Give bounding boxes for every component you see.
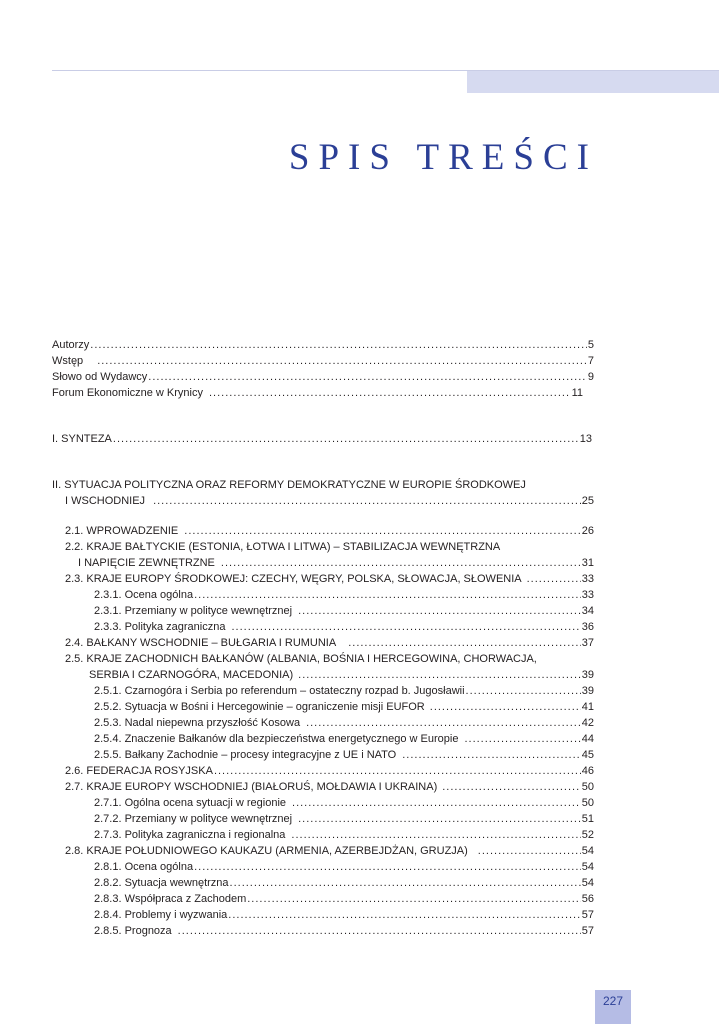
toc-leader-dots <box>298 811 581 827</box>
toc-entry-page: 25 <box>581 495 594 507</box>
toc-leader-dots <box>478 843 581 859</box>
toc-entry-2-8-5[interactable] <box>52 923 594 939</box>
toc-entry-part-2[interactable] <box>52 477 594 493</box>
toc-entry-label: 2.8. KRAJE POŁUDNIOWEGO KAUKAZU (ARMENIA, AZERBEJDŻAN, GRUZJA) <box>65 845 468 857</box>
toc-entry-label: 2.5.2. Sytuacja w Bośni i Hercegowinie – ograniczenie misji EUFOR <box>94 701 425 713</box>
spacer <box>52 447 594 477</box>
toc-entry-2-3-2[interactable] <box>52 603 594 619</box>
toc-entry-label: 2.5.4. Znaczenie Bałkanów dla bezpieczeństwa energetycznego w Europie <box>94 733 459 745</box>
toc-entry-2-6[interactable] <box>52 763 594 779</box>
toc-entry-label: 2.7.1. Ogólna ocena sytuacji w regionie <box>94 797 287 809</box>
toc-entry-page: 33 <box>581 589 594 601</box>
toc-entry-2-7-2[interactable] <box>52 811 594 827</box>
toc-entry-2-5-4[interactable] <box>52 731 594 747</box>
toc-entry-page: 51 <box>581 813 594 825</box>
toc-entry-2-7-1[interactable] <box>52 795 594 811</box>
toc-entry-authors[interactable] <box>52 337 594 353</box>
toc-leader-dots <box>148 369 587 385</box>
toc-entry-page: 33 <box>581 573 594 585</box>
toc-entry-2-5-5[interactable] <box>52 747 594 763</box>
toc-entry-page: 57 <box>581 925 594 937</box>
toc-entry-label: 2.3.1. Przemiany w polityce wewnętrznej <box>94 605 293 617</box>
toc-entry-page: 41 <box>581 701 594 713</box>
toc-entry-publisher-word[interactable] <box>52 369 594 385</box>
toc-entry-page: 54 <box>581 861 594 873</box>
toc-entry-introduction[interactable] <box>52 353 594 369</box>
toc-entry-label: 2.8.5. Prognoza <box>94 925 172 937</box>
toc-entry-label: SERBIA I CZARNOGÓRA, MACEDONIA) <box>89 669 294 681</box>
toc-entry-page: 54 <box>581 877 594 889</box>
toc-leader-dots <box>247 891 581 907</box>
toc-leader-dots <box>221 555 581 571</box>
toc-entry-2-2[interactable] <box>52 539 594 555</box>
toc-entry-label: 2.7.2. Przemiany w polityce wewnętrznej <box>94 813 293 825</box>
toc-leader-dots <box>466 683 581 699</box>
toc-entry-page: 7 <box>587 355 594 367</box>
toc-entry-label: I NAPIĘCIE ZEWNĘTRZNE <box>78 557 215 569</box>
spacer <box>52 401 594 431</box>
toc-entry-page: 36 <box>581 621 594 633</box>
toc-entry-2-5-1[interactable] <box>52 683 594 699</box>
toc-entry-page: 13 <box>579 433 592 445</box>
toc-entry-2-3-3[interactable] <box>52 619 594 635</box>
toc-leader-dots <box>306 715 581 731</box>
toc-leader-dots <box>194 587 581 603</box>
toc-entry-label: 2.8.1. Ocena ogólna <box>94 861 194 873</box>
toc-entry-page: 11 <box>571 387 583 399</box>
toc-entry-page: 56 <box>581 893 594 905</box>
toc-leader-dots <box>464 731 580 747</box>
page-title: SPIS TREŚCI <box>288 137 598 178</box>
toc-entry-2-5[interactable] <box>52 651 594 667</box>
toc-leader-dots <box>527 571 581 587</box>
toc-entry-2-7-3[interactable] <box>52 827 594 843</box>
toc-entry-label: 2.8.2. Sytuacja wewnętrzna <box>94 877 229 889</box>
toc-leader-dots <box>90 337 587 353</box>
toc-entry-label: 2.5. KRAJE ZACHODNICH BAŁKANÓW (ALBANIA, BOŚNIA I HERCEGOWINA, CHORWACJA, <box>65 653 537 665</box>
toc-entry-page: 45 <box>581 749 594 761</box>
toc-entry-page: 5 <box>587 339 594 351</box>
toc-entry-label: 2.8.4. Problemy i wyzwania <box>94 909 228 921</box>
toc-entry-label: Forum Ekonomiczne w Krynicy <box>52 387 203 399</box>
toc-entry-label: I WSCHODNIEJ <box>65 495 146 507</box>
toc-leader-dots <box>228 907 580 923</box>
toc-entry-page: 34 <box>581 605 594 617</box>
toc-entry-page: 50 <box>581 781 594 793</box>
toc-leader-dots <box>442 779 581 795</box>
toc-entry-label: 2.7.3. Polityka zagraniczna i regionalna <box>94 829 286 841</box>
toc-entry-page: 42 <box>581 717 594 729</box>
header-bar <box>467 71 719 93</box>
toc-entry-label: 2.4. BAŁKANY WSCHODNIE – BUŁGARIA I RUMUNIA <box>65 637 337 649</box>
toc-leader-dots <box>231 619 580 635</box>
toc-entry-2-4[interactable] <box>52 635 594 651</box>
toc-entry-label: I. SYNTEZA <box>52 433 112 445</box>
toc-entry-page: 46 <box>581 765 594 777</box>
toc-entry-2-3[interactable] <box>52 571 594 587</box>
toc-entry-2-5-cont[interactable] <box>52 667 594 683</box>
toc-leader-dots <box>402 747 581 763</box>
toc-entry-page: 39 <box>581 685 594 697</box>
toc-entry-2-5-2[interactable] <box>52 699 594 715</box>
toc-entry-page: 9 <box>587 371 594 383</box>
toc-entry-label: 2.7. KRAJE EUROPY WSCHODNIEJ (BIAŁORUŚ, MOŁDAWIA I UKRAINA) <box>65 781 438 793</box>
toc-entry-label: 2.6. FEDERACJA ROSYJSKA <box>65 765 213 777</box>
toc-leader-dots <box>298 667 581 683</box>
toc-entry-2-5-3[interactable] <box>52 715 594 731</box>
toc-leader-dots <box>292 795 581 811</box>
toc-entry-label: 2.5.3. Nadal niepewna przyszłość Kosowa <box>94 717 301 729</box>
toc-entry-part-1[interactable] <box>52 431 592 447</box>
toc-entry-page: 54 <box>581 845 594 857</box>
toc-entry-label: 2.5.1. Czarnogóra i Serbia po referendum – ostateczny rozpad b. Jugosławii <box>94 685 465 697</box>
toc-entry-part-2-cont[interactable] <box>52 493 594 509</box>
toc-entry-page: 37 <box>581 637 594 649</box>
toc-leader-dots <box>178 923 581 939</box>
spacer <box>52 509 594 523</box>
toc-entry-page: 39 <box>581 669 594 681</box>
toc-entry-economic-forum[interactable] <box>52 385 583 401</box>
toc-leader-dots <box>430 699 581 715</box>
toc-leader-dots <box>348 635 581 651</box>
toc-entry-label: 2.3.3. Polityka zagraniczna <box>94 621 226 633</box>
toc-entry-label: 2.8.3. Współpraca z Zachodem <box>94 893 247 905</box>
toc-entry-label: II. SYTUACJA POLITYCZNA ORAZ REFORMY DEMOKRATYCZNE W EUROPIE ŚRODKOWEJ <box>52 479 526 491</box>
toc-entry-2-7[interactable] <box>52 779 594 795</box>
toc-entry-label: Wstęp <box>52 355 84 367</box>
toc-leader-dots <box>153 493 581 509</box>
toc-leader-dots <box>291 827 580 843</box>
toc-entry-2-2-cont[interactable] <box>52 555 594 571</box>
toc-entry-2-3-1[interactable] <box>52 587 594 603</box>
toc-entry-2-8-4[interactable] <box>52 907 594 923</box>
toc-entry-page: 50 <box>581 797 594 809</box>
page-number-badge: 227 <box>595 990 631 1024</box>
toc-entry-label: 2.5.5. Bałkany Zachodnie – procesy integracyjne z UE i NATO <box>94 749 397 761</box>
toc-entry-label: 2.3.1. Ocena ogólna <box>94 589 194 601</box>
table-of-contents <box>52 337 594 939</box>
toc-leader-dots <box>230 875 581 891</box>
toc-leader-dots <box>214 763 581 779</box>
toc-entry-page: 52 <box>581 829 594 841</box>
toc-leader-dots <box>194 859 581 875</box>
toc-entry-label: 2.3. KRAJE EUROPY ŚRODKOWEJ: CZECHY, WĘGRY, POLSKA, SŁOWACJA, SŁOWENIA <box>65 573 522 585</box>
toc-entry-label: 2.2. KRAJE BAŁTYCKIE (ESTONIA, ŁOTWA I LITWA) – STABILIZACJA WEWNĘTRZNA <box>65 541 501 553</box>
toc-entry-label: Słowo od Wydawcy <box>52 371 148 383</box>
toc-entry-2-1[interactable] <box>52 523 594 539</box>
toc-leader-dots <box>209 385 571 401</box>
toc-leader-dots <box>97 353 587 369</box>
toc-entry-label: Autorzy <box>52 339 90 351</box>
toc-entry-2-8[interactable] <box>52 843 594 859</box>
toc-entry-page: 26 <box>581 525 594 537</box>
toc-leader-dots <box>298 603 581 619</box>
toc-entry-label: 2.1. WPROWADZENIE <box>65 525 179 537</box>
toc-entry-page: 31 <box>581 557 594 569</box>
toc-entry-page: 57 <box>581 909 594 921</box>
toc-entry-2-8-2[interactable] <box>52 875 594 891</box>
toc-entry-page: 44 <box>581 733 594 745</box>
toc-leader-dots <box>184 523 580 539</box>
toc-leader-dots <box>113 431 579 447</box>
toc-entry-2-8-3[interactable] <box>52 891 594 907</box>
toc-entry-2-8-1[interactable] <box>52 859 594 875</box>
